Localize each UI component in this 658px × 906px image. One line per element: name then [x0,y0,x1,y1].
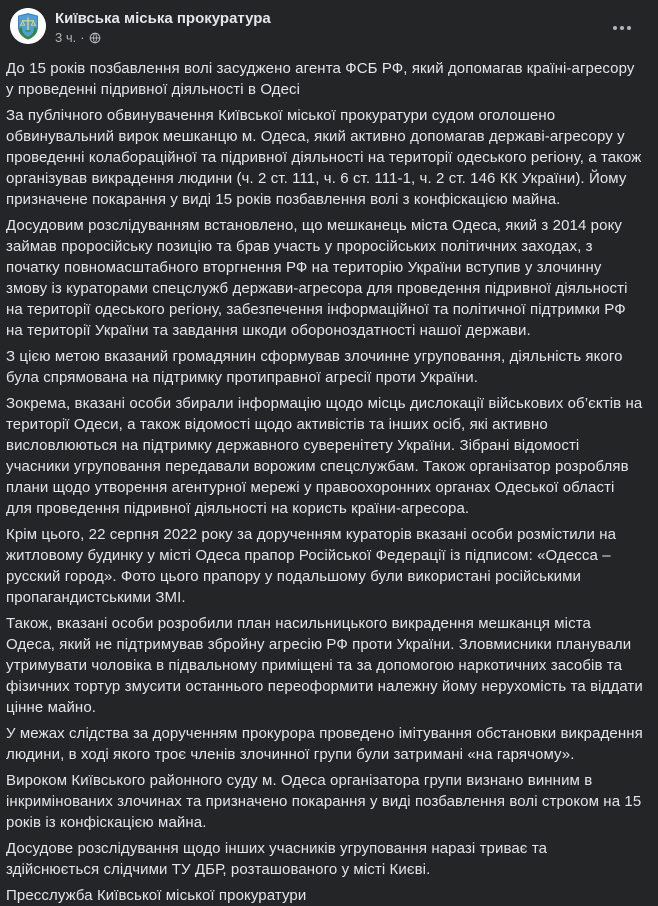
post-paragraph: Пресслужба Київської міської прокуратури [6,887,307,904]
post-paragraph: Зокрема, вказані особи збирали інформацію щодо місць дислокації військових об’єктів на території Одеси, а також відомості щодо активістів та інших осіб, які активно висловлюються на підтримку державного суверенітету України. Зібрані відомості учасники угруповання передавали ворожим спецслужбам. Також організатор розробляв плани щодо утворення агентурної мережі у правоохоронних органах Одеської області для проведення підривної діяльності на користь країни-агресора. [6,395,643,517]
post-paragraph: За публічного обвинувачення Київської міської прокуратури судом оголошено обвинувальний вирок мешканцю м. Одеса, який активно допомагав державі-агресору у проведенні колабораційної та підривної діяльності на території одеського регіону, а також організував викрадення людини (ч. 2 ст. 111, ч. 6 ст. 111-1, ч. 2 ст. 146 КК України). Йому призначене покарання у виді 15 років позбавлення волі з конфіскацією майна. [6,107,642,208]
post-header [0,0,658,46]
page-avatar[interactable] [10,8,46,44]
post-meta-row [55,30,271,46]
dot-separator: · [80,30,85,45]
post-paragraph: З цією метою вказаний громадянин сформував злочинне угруповання, діяльність якого була спрямована на підтримку протиправної агресії проти України. [6,348,623,386]
prosecutor-emblem-icon [10,8,46,44]
post-paragraph: Крім цього, 22 серпня 2022 року за дорученням кураторів вказані особи розмістили на житловому будинку у місті Одеса прапор Російської Федерації із підписом: «Одесса – русский город». Фото цього прапору у подальшому були використані російськими пропагандистськими ЗМІ. [6,526,617,606]
post-paragraph: Досудовим розслідуванням встановлено, що мешканець міста Одеса, який з 2014 року займав проросійську позицію та брав участь у проросійських політичних заходах, з початку повномасштабного вторгнення РФ на територію України вступив у злочинну змову із кураторами спецслужб держави-агресора для проведення підривної діяльності на території одеського регіону, забезпечення інформаційної та політичної підтримки РФ на території України та завдання шкоди обороноздатності нашої держави. [6,217,628,339]
header-meta [55,8,271,46]
post-paragraph: Вироком Київського районного суду м. Одеса організатора групи визнано винним в інкримінованих злочинах та призначено покарання у виді позбавлення волі строком на 15 років із конфіскацією майна. [6,772,642,831]
author-name[interactable]: Київська міська прокуратура [55,10,271,27]
post-paragraph: У межах слідства за дорученням прокурора проведено імітування обстановки викрадення людини, в ході якого троє членів злочинної групи були затримані «на гарячому». [6,725,643,763]
post-paragraph: Досудове розслідування щодо інших учасників угруповання наразі триває та здійснюється слідчими ТУ ДБР, розташованого у місті Києві. [6,840,548,878]
ellipsis-icon [613,26,617,30]
post-timestamp[interactable]: 3 ч. [55,30,77,45]
globe-public-icon [89,32,101,44]
post-body [0,46,658,906]
post-paragraph: До 15 років позбавлення волі засуджено агента ФСБ РФ, який допомагав країні-агресору у проведенні підривної діяльності в Одесі [6,60,635,98]
more-options-button[interactable] [606,16,638,40]
post-paragraph: Також, вказані особи розробили план насильницького викрадення мешканця міста Одеса, який не підтримував збройну агресію РФ проти України. Зловмисники планували утримувати чоловіка в підвальному приміщені та за допомогою наркотичних засобів та фізичних тортур змусити останнього переоформити належну йому нерухомість та віддати цінне майно. [6,615,643,716]
